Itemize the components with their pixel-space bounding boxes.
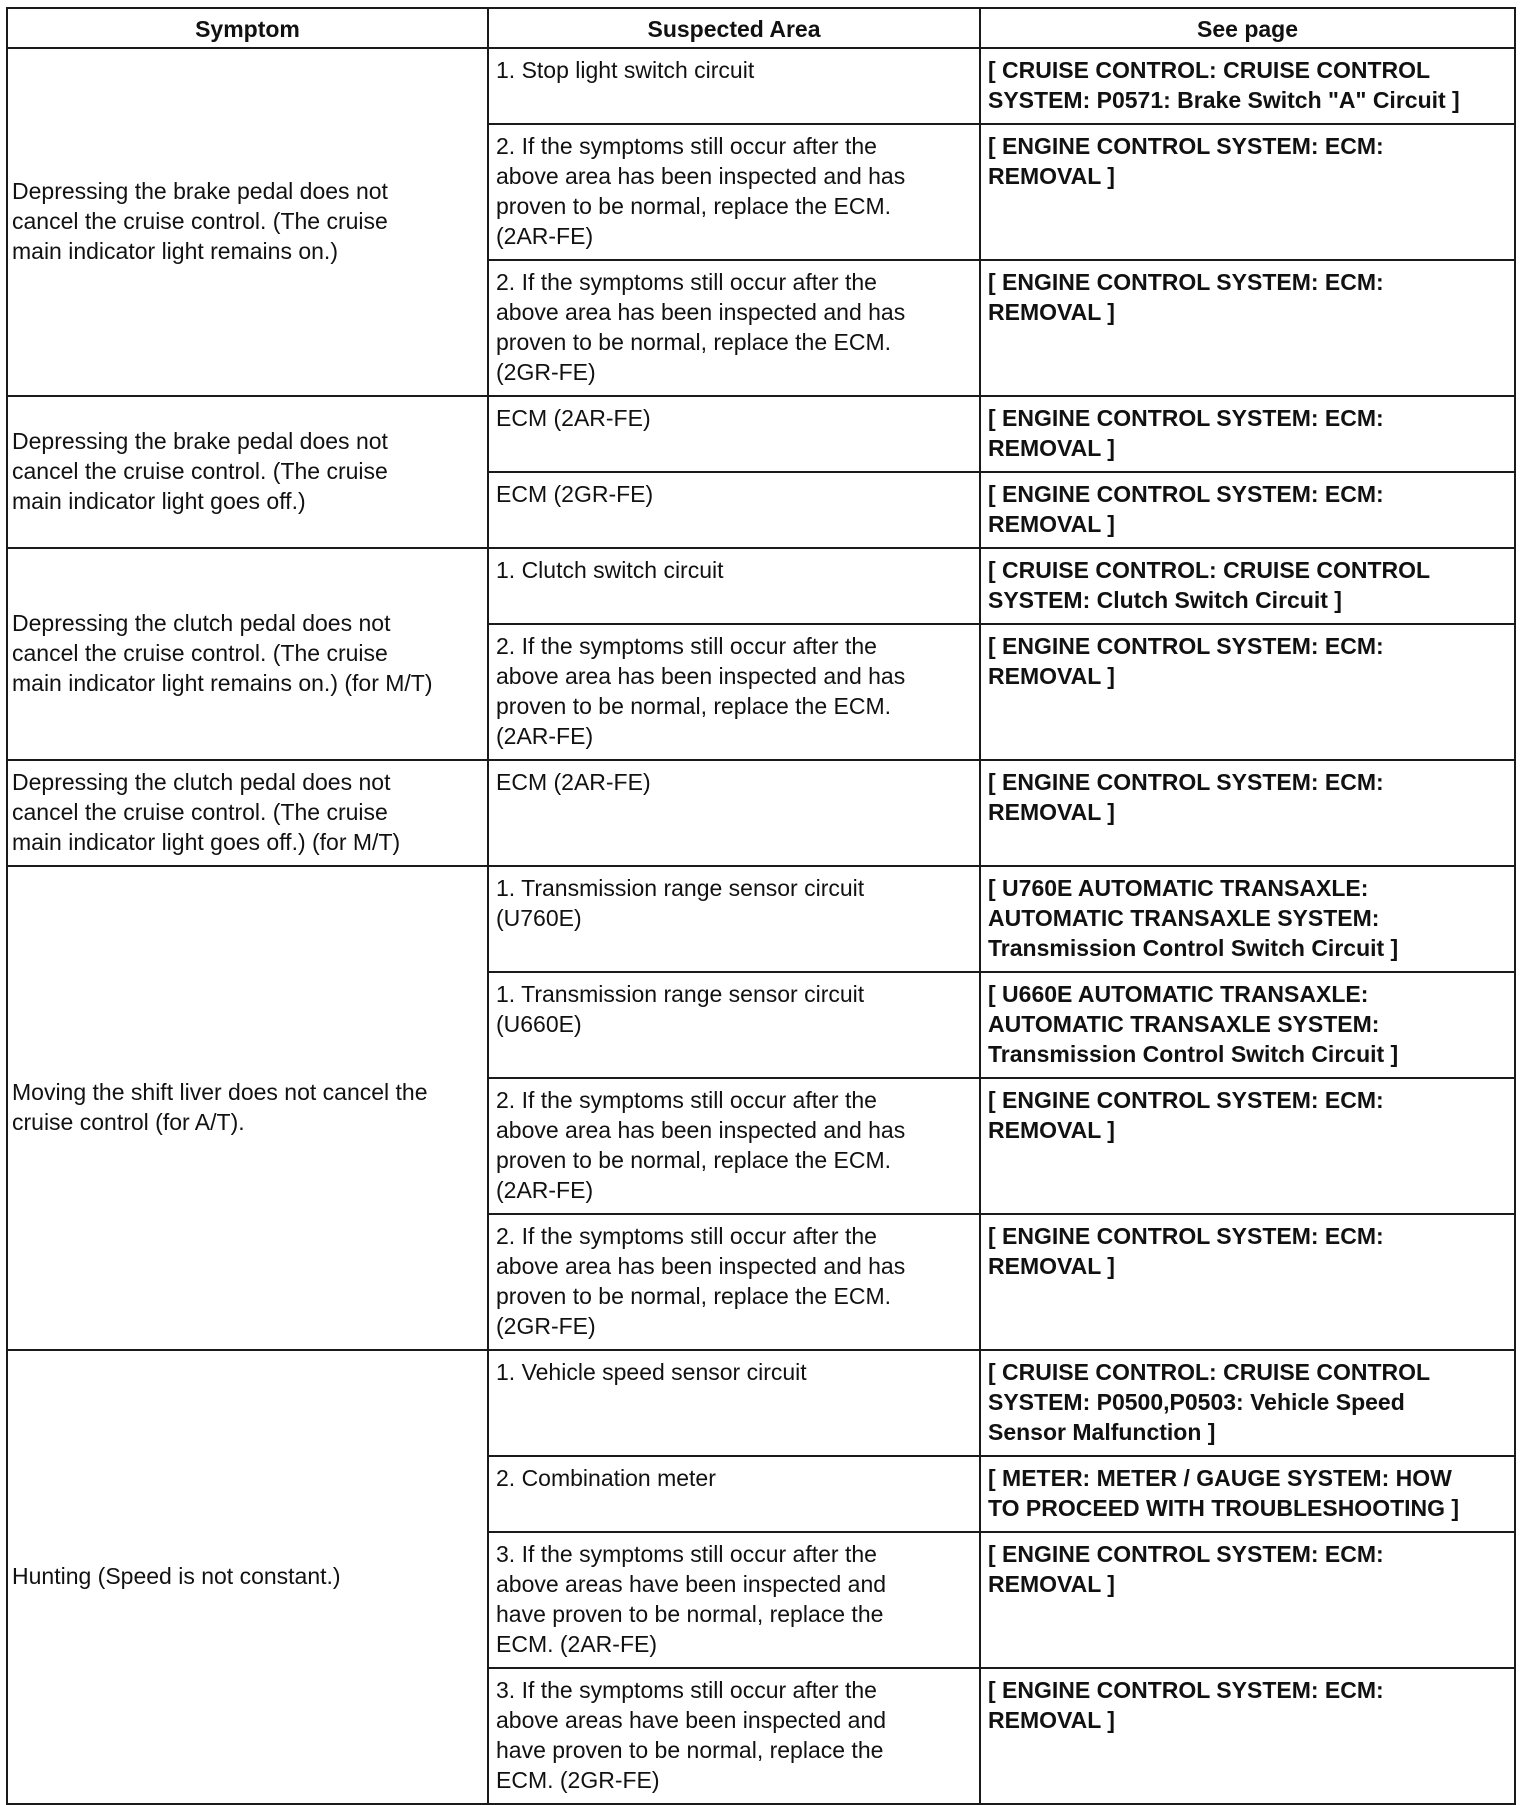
symptom-cell: Depressing the clutch pedal does not cancel the cruise control. (The cruise main indicator light remains on.) (for M/T) <box>7 548 488 760</box>
see-page-link[interactable]: [ ENGINE CONTROL SYSTEM: ECM: REMOVAL ] <box>980 760 1515 866</box>
see-page-link[interactable]: [ ENGINE CONTROL SYSTEM: ECM: REMOVAL ] <box>980 1214 1515 1350</box>
suspected-area-cell: ECM (2AR-FE) <box>488 760 980 866</box>
suspected-area-cell: 2. If the symptoms still occur after the above area has been inspected and has proven to be normal, replace the ECM. (2AR-FE) <box>488 124 980 260</box>
header-see-page: See page <box>980 8 1515 48</box>
symptom-cell: Hunting (Speed is not constant.) <box>7 1350 488 1804</box>
suspected-area-cell: 2. If the symptoms still occur after the above area has been inspected and has proven to be normal, replace the ECM. (2GR-FE) <box>488 1214 980 1350</box>
suspected-area-cell: 3. If the symptoms still occur after the above areas have been inspected and have proven to be normal, replace the ECM. (2AR-FE) <box>488 1532 980 1668</box>
see-page-link[interactable]: [ ENGINE CONTROL SYSTEM: ECM: REMOVAL ] <box>980 1078 1515 1214</box>
symptom-cell: Moving the shift liver does not cancel the cruise control (for A/T). <box>7 866 488 1350</box>
see-page-link[interactable]: [ ENGINE CONTROL SYSTEM: ECM: REMOVAL ] <box>980 1668 1515 1804</box>
suspected-area-cell: 3. If the symptoms still occur after the above areas have been inspected and have proven to be normal, replace the ECM. (2GR-FE) <box>488 1668 980 1804</box>
header-suspected-area: Suspected Area <box>488 8 980 48</box>
see-page-link[interactable]: [ ENGINE CONTROL SYSTEM: ECM: REMOVAL ] <box>980 124 1515 260</box>
see-page-link[interactable]: [ METER: METER / GAUGE SYSTEM: HOW TO PROCEED WITH TROUBLESHOOTING ] <box>980 1456 1515 1532</box>
symptom-cell: Depressing the clutch pedal does not cancel the cruise control. (The cruise main indicator light goes off.) (for M/T) <box>7 760 488 866</box>
suspected-area-cell: 2. If the symptoms still occur after the above area has been inspected and has proven to be normal, replace the ECM. (2AR-FE) <box>488 1078 980 1214</box>
see-page-link[interactable]: [ CRUISE CONTROL: CRUISE CONTROL SYSTEM: P0500,P0503: Vehicle Speed Sensor Malfunction ] <box>980 1350 1515 1456</box>
see-page-link[interactable]: [ ENGINE CONTROL SYSTEM: ECM: REMOVAL ] <box>980 1532 1515 1668</box>
see-page-link[interactable]: [ U760E AUTOMATIC TRANSAXLE: AUTOMATIC TRANSAXLE SYSTEM: Transmission Control Switch Circuit ] <box>980 866 1515 972</box>
table-row <box>7 760 1515 866</box>
see-page-link[interactable]: [ U660E AUTOMATIC TRANSAXLE: AUTOMATIC TRANSAXLE SYSTEM: Transmission Control Switch Circuit ] <box>980 972 1515 1078</box>
see-page-link[interactable]: [ ENGINE CONTROL SYSTEM: ECM: REMOVAL ] <box>980 396 1515 472</box>
see-page-link[interactable]: [ CRUISE CONTROL: CRUISE CONTROL SYSTEM: P0571: Brake Switch "A" Circuit ] <box>980 48 1515 124</box>
table-row <box>7 396 1515 472</box>
suspected-area-cell: 1. Transmission range sensor circuit (U760E) <box>488 866 980 972</box>
suspected-area-cell: ECM (2AR-FE) <box>488 396 980 472</box>
table-row <box>7 548 1515 624</box>
see-page-link[interactable]: [ CRUISE CONTROL: CRUISE CONTROL SYSTEM: Clutch Switch Circuit ] <box>980 548 1515 624</box>
suspected-area-cell: 1. Vehicle speed sensor circuit <box>488 1350 980 1456</box>
suspected-area-cell: ECM (2GR-FE) <box>488 472 980 548</box>
suspected-area-cell: 2. If the symptoms still occur after the above area has been inspected and has proven to be normal, replace the ECM. (2GR-FE) <box>488 260 980 396</box>
suspected-area-cell: 2. Combination meter <box>488 1456 980 1532</box>
symptom-cell: Depressing the brake pedal does not cancel the cruise control. (The cruise main indicator light goes off.) <box>7 396 488 548</box>
table-row <box>7 1350 1515 1456</box>
suspected-area-cell: 2. If the symptoms still occur after the above area has been inspected and has proven to be normal, replace the ECM. (2AR-FE) <box>488 624 980 760</box>
table-row <box>7 48 1515 124</box>
troubleshooting-table <box>6 7 1516 1805</box>
suspected-area-cell: 1. Clutch switch circuit <box>488 548 980 624</box>
header-symptom: Symptom <box>7 8 488 48</box>
symptom-cell: Depressing the brake pedal does not cancel the cruise control. (The cruise main indicator light remains on.) <box>7 48 488 396</box>
suspected-area-cell: 1. Transmission range sensor circuit (U660E) <box>488 972 980 1078</box>
see-page-link[interactable]: [ ENGINE CONTROL SYSTEM: ECM: REMOVAL ] <box>980 260 1515 396</box>
table-row <box>7 866 1515 972</box>
see-page-link[interactable]: [ ENGINE CONTROL SYSTEM: ECM: REMOVAL ] <box>980 624 1515 760</box>
header-row <box>7 8 1515 48</box>
suspected-area-cell: 1. Stop light switch circuit <box>488 48 980 124</box>
see-page-link[interactable]: [ ENGINE CONTROL SYSTEM: ECM: REMOVAL ] <box>980 472 1515 548</box>
